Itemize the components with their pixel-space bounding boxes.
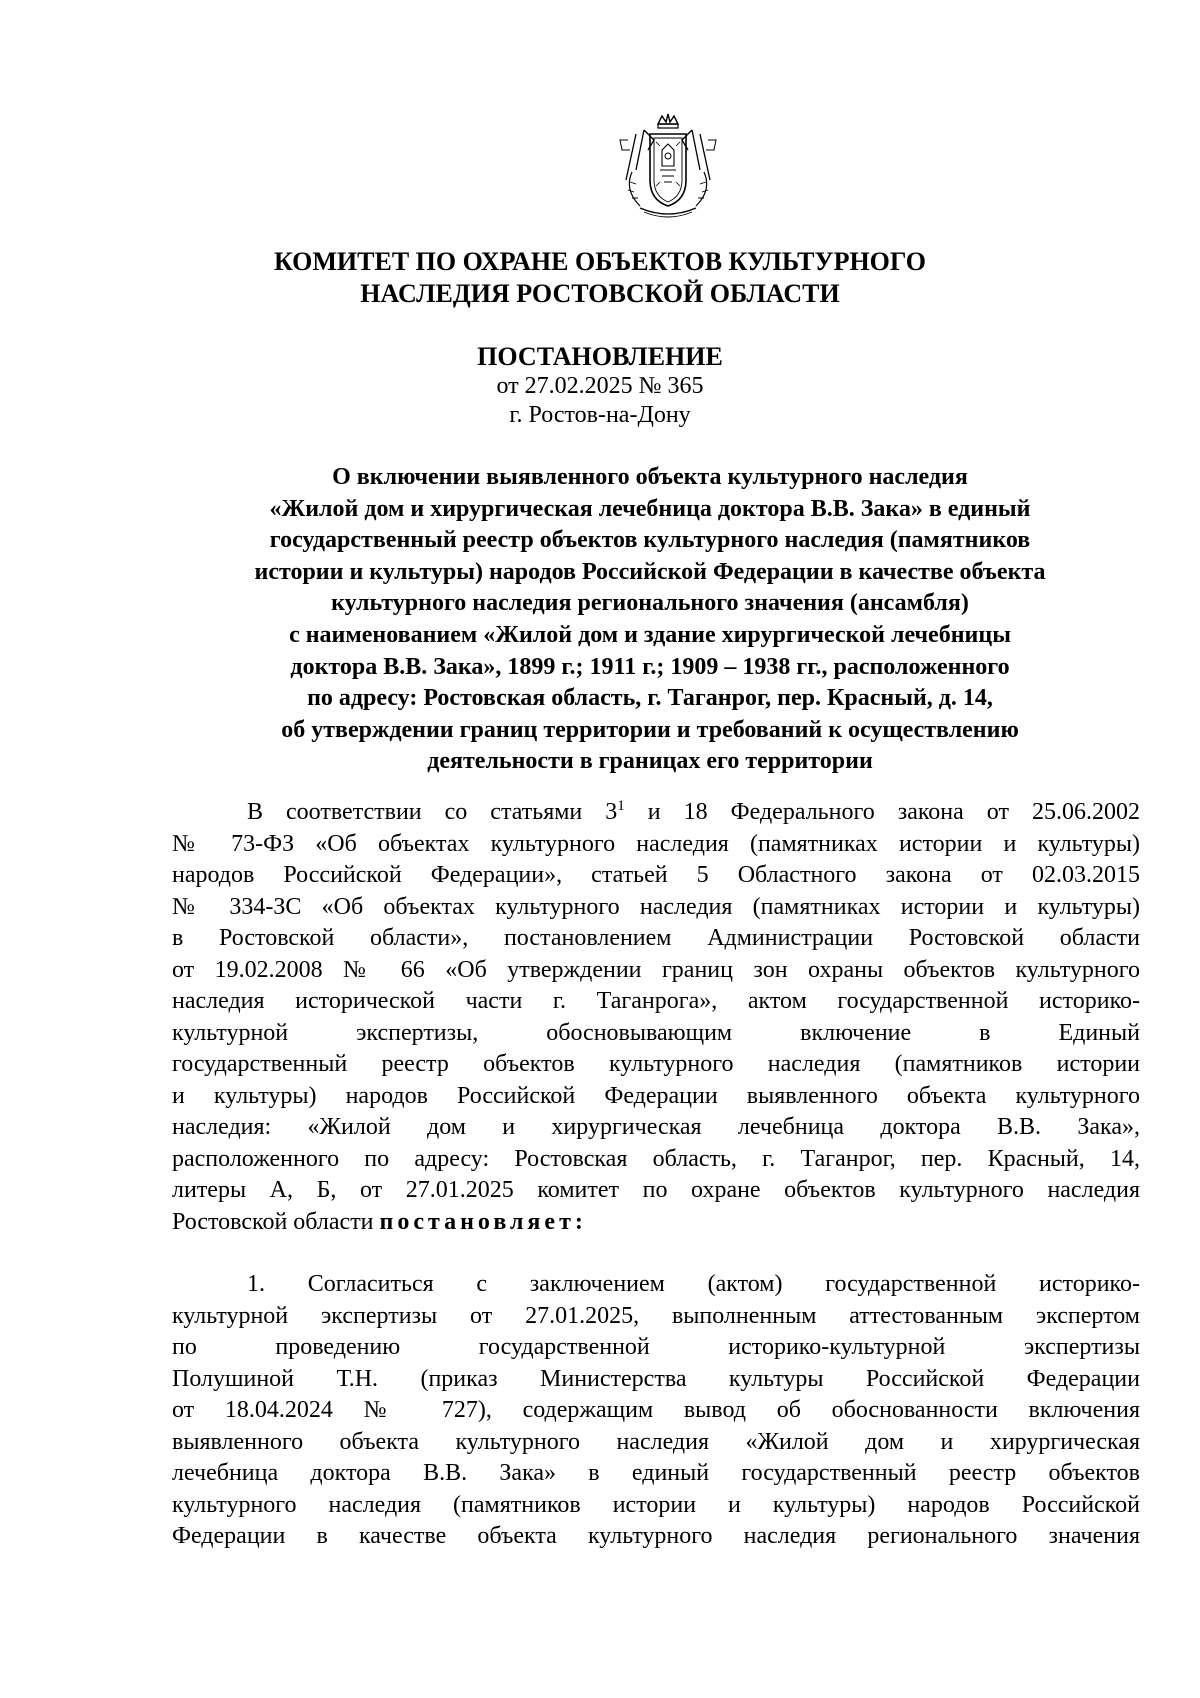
preamble-line: и культуры) народов Российской Федерации выявленного объекта культурного <box>172 1082 1140 1109</box>
preamble-last-line <box>172 1207 1140 1239</box>
title-line: деятельности в границах его территории <box>427 748 873 775</box>
paragraph-1 <box>172 1269 1140 1553</box>
preamble-line: государственный реестр объектов культурного наследия (памятников истории <box>172 1051 1140 1077</box>
preamble-line: № 334-ЗС «Об объектах культурного наследия (памятниках истории и культуры) <box>172 893 1140 920</box>
preamble-line: культурной экспертизы, обосновывающим включение в Единый <box>172 1019 1140 1046</box>
document-place: г. Ростов-на-Дону <box>509 402 691 428</box>
title-line: «Жилой дом и хирургическая лечебница доктора В.В. Зака» в единый <box>269 495 1031 522</box>
coat-of-arms-icon <box>614 110 722 222</box>
paragraph-line: Федерации в качестве объекта культурного наследия регионального значения <box>172 1523 1140 1549</box>
title-line: истории и культуры) народов Российской Федерации в качестве объекта <box>254 558 1046 585</box>
preamble-paragraph <box>172 797 1140 1238</box>
preamble-line: наследия исторической части г. Таганрога», актом государственной историко- <box>172 988 1140 1014</box>
organization-header <box>0 246 1200 310</box>
preamble-line: в Ростовской области», постановлением Администрации Ростовской области <box>172 925 1140 951</box>
title-line: по адресу: Ростовская область, г. Таганрог, пер. Красный, д. 14, <box>307 685 993 712</box>
preamble-line: от 19.02.2008 № 66 «Об утверждении границ зон охраны объектов культурного <box>172 956 1140 983</box>
paragraph-line: от 18.04.2024 № 727), содержащим вывод об обоснованности включения <box>172 1397 1140 1423</box>
preamble-first-line <box>172 797 1140 829</box>
preamble-line: литеры А, Б, от 27.01.2025 комитет по охране объектов культурного наследия <box>172 1177 1140 1203</box>
paragraph-line: выявленного объекта культурного наследия «Жилой дом и хирургическая <box>172 1428 1140 1455</box>
document-type: ПОСТАНОВЛЕНИЕ <box>477 342 723 371</box>
preamble-text: и 18 Федерального закона от 25.06.2002 <box>624 799 1140 825</box>
preamble-line: № 73-ФЗ «Об объектах культурного наследия (памятниках истории и культуры) <box>172 830 1140 857</box>
title-line: государственный реестр объектов культурного наследия (памятников <box>269 527 1031 554</box>
preamble-line: народов Российской Федерации», статьей 5 Областного закона от 02.03.2015 <box>172 862 1140 888</box>
paragraph-line: Полушиной Т.Н. (приказ Министерства культуры Российской Федерации <box>172 1365 1140 1392</box>
title-line: культурного наследия регионального значения (ансамбля) <box>331 590 969 617</box>
preamble-line: расположенного по адресу: Ростовская область, г. Таганрог, пер. Красный, 14, <box>172 1145 1140 1172</box>
organization-line-2: НАСЛЕДИЯ РОСТОВСКОЙ ОБЛАСТИ <box>360 279 840 308</box>
paragraph-line: культурного наследия (памятников истории и культуры) народов Российской <box>172 1491 1140 1518</box>
paragraph-line: лечебница доктора В.В. Зака» в единый государственный реестр объектов <box>172 1460 1140 1486</box>
paragraph-line: по проведению государственной историко-культурной экспертизы <box>172 1334 1140 1360</box>
title-line: доктора В.В. Зака», 1899 г.; 1911 г.; 1909 – 1938 гг., расположенного <box>290 653 1010 680</box>
superscript: 1 <box>617 798 625 814</box>
coat-of-arms-emblem <box>614 110 722 222</box>
document-meta <box>0 372 1200 430</box>
document-title <box>170 462 1130 778</box>
preamble-line: наследия: «Жилой дом и хирургическая лечебница доктора В.В. Зака», <box>172 1114 1140 1140</box>
title-line: об утверждении границ территории и требований к осуществлению <box>281 716 1019 743</box>
preamble-text: В соответствии со статьями 3 <box>247 799 618 825</box>
preamble-text: Ростовской области <box>172 1208 380 1235</box>
resolves-keyword: постановляет: <box>379 1208 587 1235</box>
paragraph-line: 1. Согласиться с заключением (актом) государственной историко- <box>247 1271 1140 1297</box>
document-number: от 27.02.2025 № 365 <box>496 373 704 399</box>
title-line: с наименованием «Жилой дом и здание хирургической лечебницы <box>289 621 1011 648</box>
organization-line-1: КОМИТЕТ ПО ОХРАНЕ ОБЪЕКТОВ КУЛЬТУРНОГО <box>273 247 927 276</box>
paragraph-line: культурной экспертизы от 27.01.2025, выполненным аттестованным экспертом <box>172 1302 1140 1329</box>
title-line: О включении выявленного объекта культурного наследия <box>332 464 968 490</box>
